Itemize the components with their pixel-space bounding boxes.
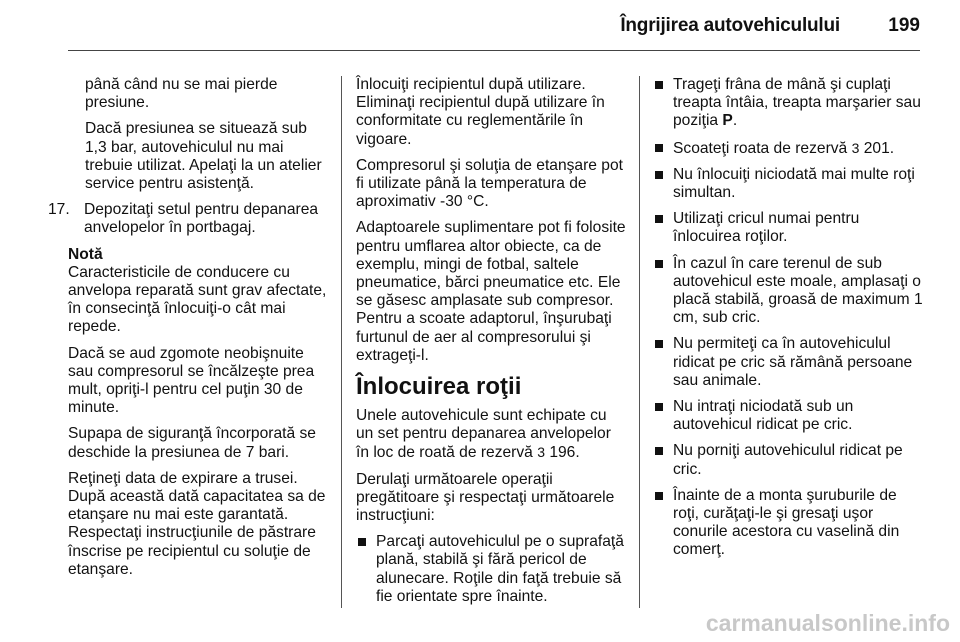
note-title: Notă	[68, 245, 103, 263]
section-heading: Înlocuirea roţii	[356, 373, 522, 401]
list-item	[653, 76, 925, 131]
paragraph: Compresorul şi soluţia de etanşare pot fi utilizate până la temperatura de aproximativ -30 °C.	[356, 156, 623, 211]
bullet-icon	[655, 81, 663, 89]
list-item-text: Parcaţi autovehiculul pe o suprafaţă plană, stabilă şi fără pericol de alunecare. Roţile din faţă trebuie să fie orientate spre înainte.	[376, 533, 624, 605]
list-item	[653, 139, 925, 158]
list-item-text: Înainte de a monta şuruburile de roţi, curăţaţi-le şi gresaţi uşor conurile acestora cu vaselină din comerţ.	[673, 486, 900, 559]
step-number: 17.	[48, 201, 70, 219]
header-rule	[68, 50, 920, 51]
paragraph: Adaptoarele suplimentare pot fi folosite pentru umflarea altor obiecte, ca de exemplu, mingi de fotbal, saltele pneumatice, bărci pneumatice etc. Ele se găsesc amplasate sub compresor. Pentru a scoate adaptorul, înşurubaţi furtunul de aer al compresorului şi extrageţi-l.	[356, 219, 626, 364]
bullet-icon	[358, 538, 366, 546]
bullet-icon	[655, 403, 663, 411]
watermark: carmanualsonline.info	[705, 610, 950, 636]
list-item-text: Trageţi frâna de mână şi cuplaţi treapta întâia, treapta marşarier sau poziţia	[673, 76, 921, 130]
paragraph: Înlocuiţi recipientul după utilizare. Eliminaţi recipientul după utilizare în conformitate cu reglementările în vigoare.	[356, 76, 605, 148]
list-item	[653, 255, 925, 328]
paragraph: Reţineţi data de expirare a trusei. După această dată capacitatea sa de etanşare nu mai este garantată. Respectaţi instrucţiunile de păstrare înscrise pe recipientul cu soluţie de etanşare.	[68, 469, 326, 578]
bullet-icon	[655, 447, 663, 455]
list-item-text: Scoateţi roata de rezervă	[673, 139, 848, 157]
list-item-text: Nu intraţi niciodată sub un autovehicul ridicat pe cric.	[673, 398, 854, 434]
list-item	[653, 166, 925, 202]
paragraph	[356, 407, 628, 463]
bullet-icon	[655, 144, 663, 152]
section-title: Îngrijirea autovehiculului	[620, 15, 840, 36]
list-item	[653, 335, 925, 390]
note-text: Caracteristicile de conducere cu anvelopa reparată sunt grav afectate, în consecinţă înlocuiţi-o cât mai repede.	[68, 263, 327, 336]
bullet-icon	[655, 260, 663, 268]
text: .	[732, 112, 738, 130]
page-ref-link[interactable]: 196.	[549, 444, 580, 462]
list-item	[653, 210, 925, 246]
column-middle	[356, 76, 628, 614]
page-ref-arrow-icon: 3	[537, 444, 545, 461]
bullet-icon	[655, 171, 663, 179]
page-ref-link[interactable]: 201.	[863, 139, 895, 157]
list-item-text: În cazul în care terenul de sub autovehicul este moale, amplasaţi o placă stabilă, groasă de maximum 1 cm, sub cric.	[673, 254, 923, 327]
list-item-text: Utilizaţi cricul numai pentru înlocuirea roţilor.	[673, 210, 860, 246]
list-item	[653, 442, 925, 478]
text: Unele autovehicule sunt echipate cu un set pentru depanarea anvelopelor în loc de roată de rezervă	[356, 407, 611, 462]
bullet-icon	[655, 340, 663, 348]
list-item-text: Nu permiteţi ca în autovehiculul ridicat pe cric să rămână persoane sau animale.	[673, 335, 913, 389]
list-item	[356, 533, 628, 606]
list-item	[653, 398, 925, 434]
column-left	[48, 76, 330, 587]
step-17	[48, 201, 330, 237]
page-ref-arrow-icon: 3	[851, 139, 860, 156]
bullet-list	[356, 533, 628, 606]
paragraph: Supapa de siguranţă încorporată se deschide la presiunea de 7 bari.	[68, 425, 316, 461]
gear-position-label: P	[722, 112, 733, 130]
paragraph: Dacă se aud zgomote neobişnuite sau compresorul se încălzeşte prea mult, opriţi-l pentru cel puţin 30 de minute.	[68, 344, 315, 417]
page-header	[0, 0, 960, 50]
paragraph: până când nu se mai pierde presiune.	[85, 76, 278, 112]
paragraph: Dacă presiunea se situează sub 1,3 bar, autovehiculul nu mai trebuie utilizat. Apelaţi la un atelier service pentru asistenţă.	[85, 120, 322, 193]
column-divider	[341, 76, 342, 608]
step-text: Depozitaţi setul pentru depanarea anvelopelor în portbagaj.	[84, 201, 319, 237]
column-divider	[639, 76, 640, 608]
column-right	[653, 76, 925, 568]
bullet-icon	[655, 215, 663, 223]
paragraph: Derulaţi următoarele operaţii pregătitoare şi respectaţi următoarele instrucţiuni:	[356, 470, 615, 525]
list-item-text: Nu porniţi autovehiculul ridicat pe cric.	[673, 442, 903, 478]
bullet-icon	[655, 492, 663, 500]
page-number: 199	[888, 15, 920, 36]
list-item-text: Nu înlocuiţi niciodată mai multe roţi simultan.	[673, 165, 915, 202]
list-item	[653, 487, 925, 560]
bullet-list	[653, 76, 925, 560]
